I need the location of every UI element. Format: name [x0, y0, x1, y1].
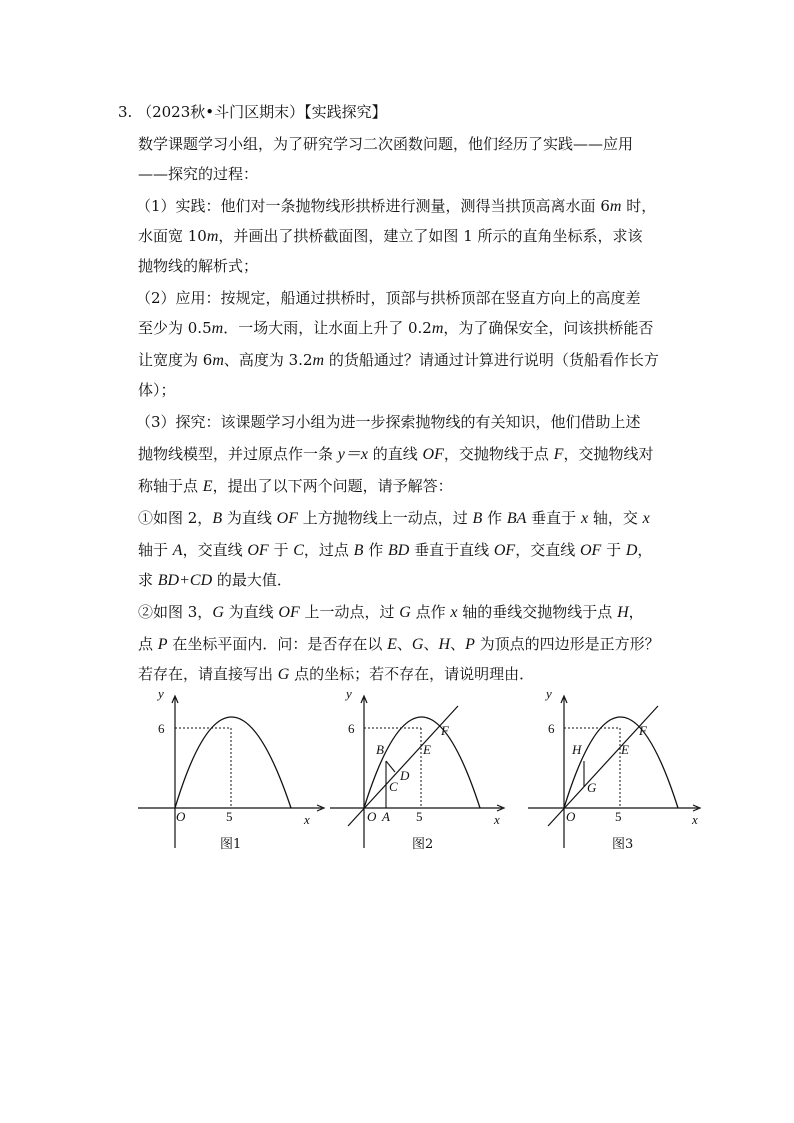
- point-G-label: G: [587, 780, 597, 795]
- parabola: [364, 717, 480, 808]
- part3-line-2: 抛物线模型，并过原点作一条 y＝x 的直线 OF，交抛物线于点 F，交抛物线对: [138, 445, 654, 463]
- question-tag: 【实践探究】: [304, 103, 387, 121]
- x-axis-label: x: [692, 812, 698, 827]
- x-tick-5: 5: [226, 809, 233, 824]
- x-tick-5: 5: [615, 809, 622, 824]
- y-axis-label: y: [546, 686, 552, 701]
- part2-line-3: 让宽度为 6m、高度为 3.2m 的货船通过？请通过计算进行说明（货船看作长方: [138, 351, 659, 369]
- question-source: （2023秋•斗门区期末）: [137, 103, 305, 121]
- subq1-line-1: ①如图 2，B 为直线 OF 上方抛物线上一动点，过 B 作 BA 垂直于 x 轴，交 x: [138, 509, 650, 527]
- part3-line-1: （3）探究：该课题学习小组为进一步探索抛物线的有关知识，他们借助上述: [136, 413, 641, 431]
- part1-line-2: 水面宽 10m，并画出了拱桥截面图，建立了如图 1 所示的直角坐标系，求该: [138, 227, 643, 245]
- point-C-label: C: [389, 779, 398, 794]
- figure-3-svg: [524, 688, 724, 858]
- subq2-line-1: ②如图 3，G 为直线 OF 上一动点，过 G 点作 x 轴的垂线交抛物线于点 H，: [138, 603, 644, 621]
- point-B-label: B: [376, 742, 384, 757]
- x-tick-5: 5: [416, 809, 423, 824]
- point-F-label: F: [441, 723, 449, 738]
- figure-2: [326, 688, 526, 858]
- question-number: 3.: [118, 103, 133, 121]
- part1-line-1: （1）实践：他们对一条抛物线形拱桥进行测量，测得当拱顶高离水面 6m 时，: [136, 197, 657, 215]
- part2-line-4: 体）；: [138, 381, 176, 399]
- subq2-line-3: 若存在，请直接写出 G 点的坐标；若不存在，请说明理由．: [138, 665, 535, 683]
- x-axis-label: x: [494, 812, 500, 827]
- question-header: [118, 102, 387, 122]
- y-axis-label: y: [158, 686, 164, 701]
- y-tick-6: 6: [158, 721, 165, 736]
- subq2-line-2: 点 P 在坐标平面内．问：是否存在以 E、G、H、P 为顶点的四边形是正方形？: [138, 635, 660, 653]
- figure-1-caption: 图1: [220, 837, 242, 852]
- y-axis-label: y: [346, 686, 352, 701]
- figure-2-svg: [326, 688, 526, 858]
- part2-line-2: 至少为 0.5m．一场大雨，让水面上升了 0.2m，为了确保安全，问该拱桥能否: [138, 319, 654, 337]
- origin-label: O: [367, 809, 377, 824]
- figure-3-caption: 图3: [612, 837, 634, 852]
- part2-line-1: （2）应用：按规定，船通过拱桥时，顶部与拱桥顶部在竖直方向上的高度差: [136, 289, 641, 307]
- figure-3: [524, 688, 724, 858]
- point-D-label: D: [400, 768, 410, 783]
- origin-label: O: [176, 809, 186, 824]
- figure-1-svg: [130, 688, 330, 858]
- parabola: [564, 717, 678, 808]
- part1-line-3: 抛物线的解析式；: [138, 257, 259, 275]
- part3-line-3: 称轴于点 E，提出了以下两个问题，请予解答：: [138, 477, 453, 495]
- parabola: [175, 717, 291, 808]
- figure-1: [130, 688, 330, 858]
- point-F-label: F: [639, 723, 647, 738]
- y-tick-6: 6: [348, 721, 355, 736]
- point-E-label: E: [423, 742, 431, 757]
- point-E-label: E: [621, 742, 629, 757]
- x-axis-label: x: [304, 812, 310, 827]
- figure-2-caption: 图2: [412, 837, 434, 852]
- point-H-label: H: [572, 742, 582, 757]
- segment-BD: [386, 761, 395, 772]
- subq1-line-2: 轴于 A，交直线 OF 于 C，过点 B 作 BD 垂直于直线 OF，交直线 OF 于 D，: [138, 541, 653, 559]
- intro-line-1: 数学课题学习小组，为了研究学习二次函数问题，他们经历了实践——应用: [138, 135, 634, 153]
- intro-line-2: ——探究的过程：: [138, 165, 259, 183]
- y-tick-6: 6: [548, 721, 555, 736]
- subq1-line-3: 求 BD+CD 的最大值．: [138, 571, 292, 589]
- origin-label: O: [566, 809, 576, 824]
- point-A-label: A: [382, 809, 390, 824]
